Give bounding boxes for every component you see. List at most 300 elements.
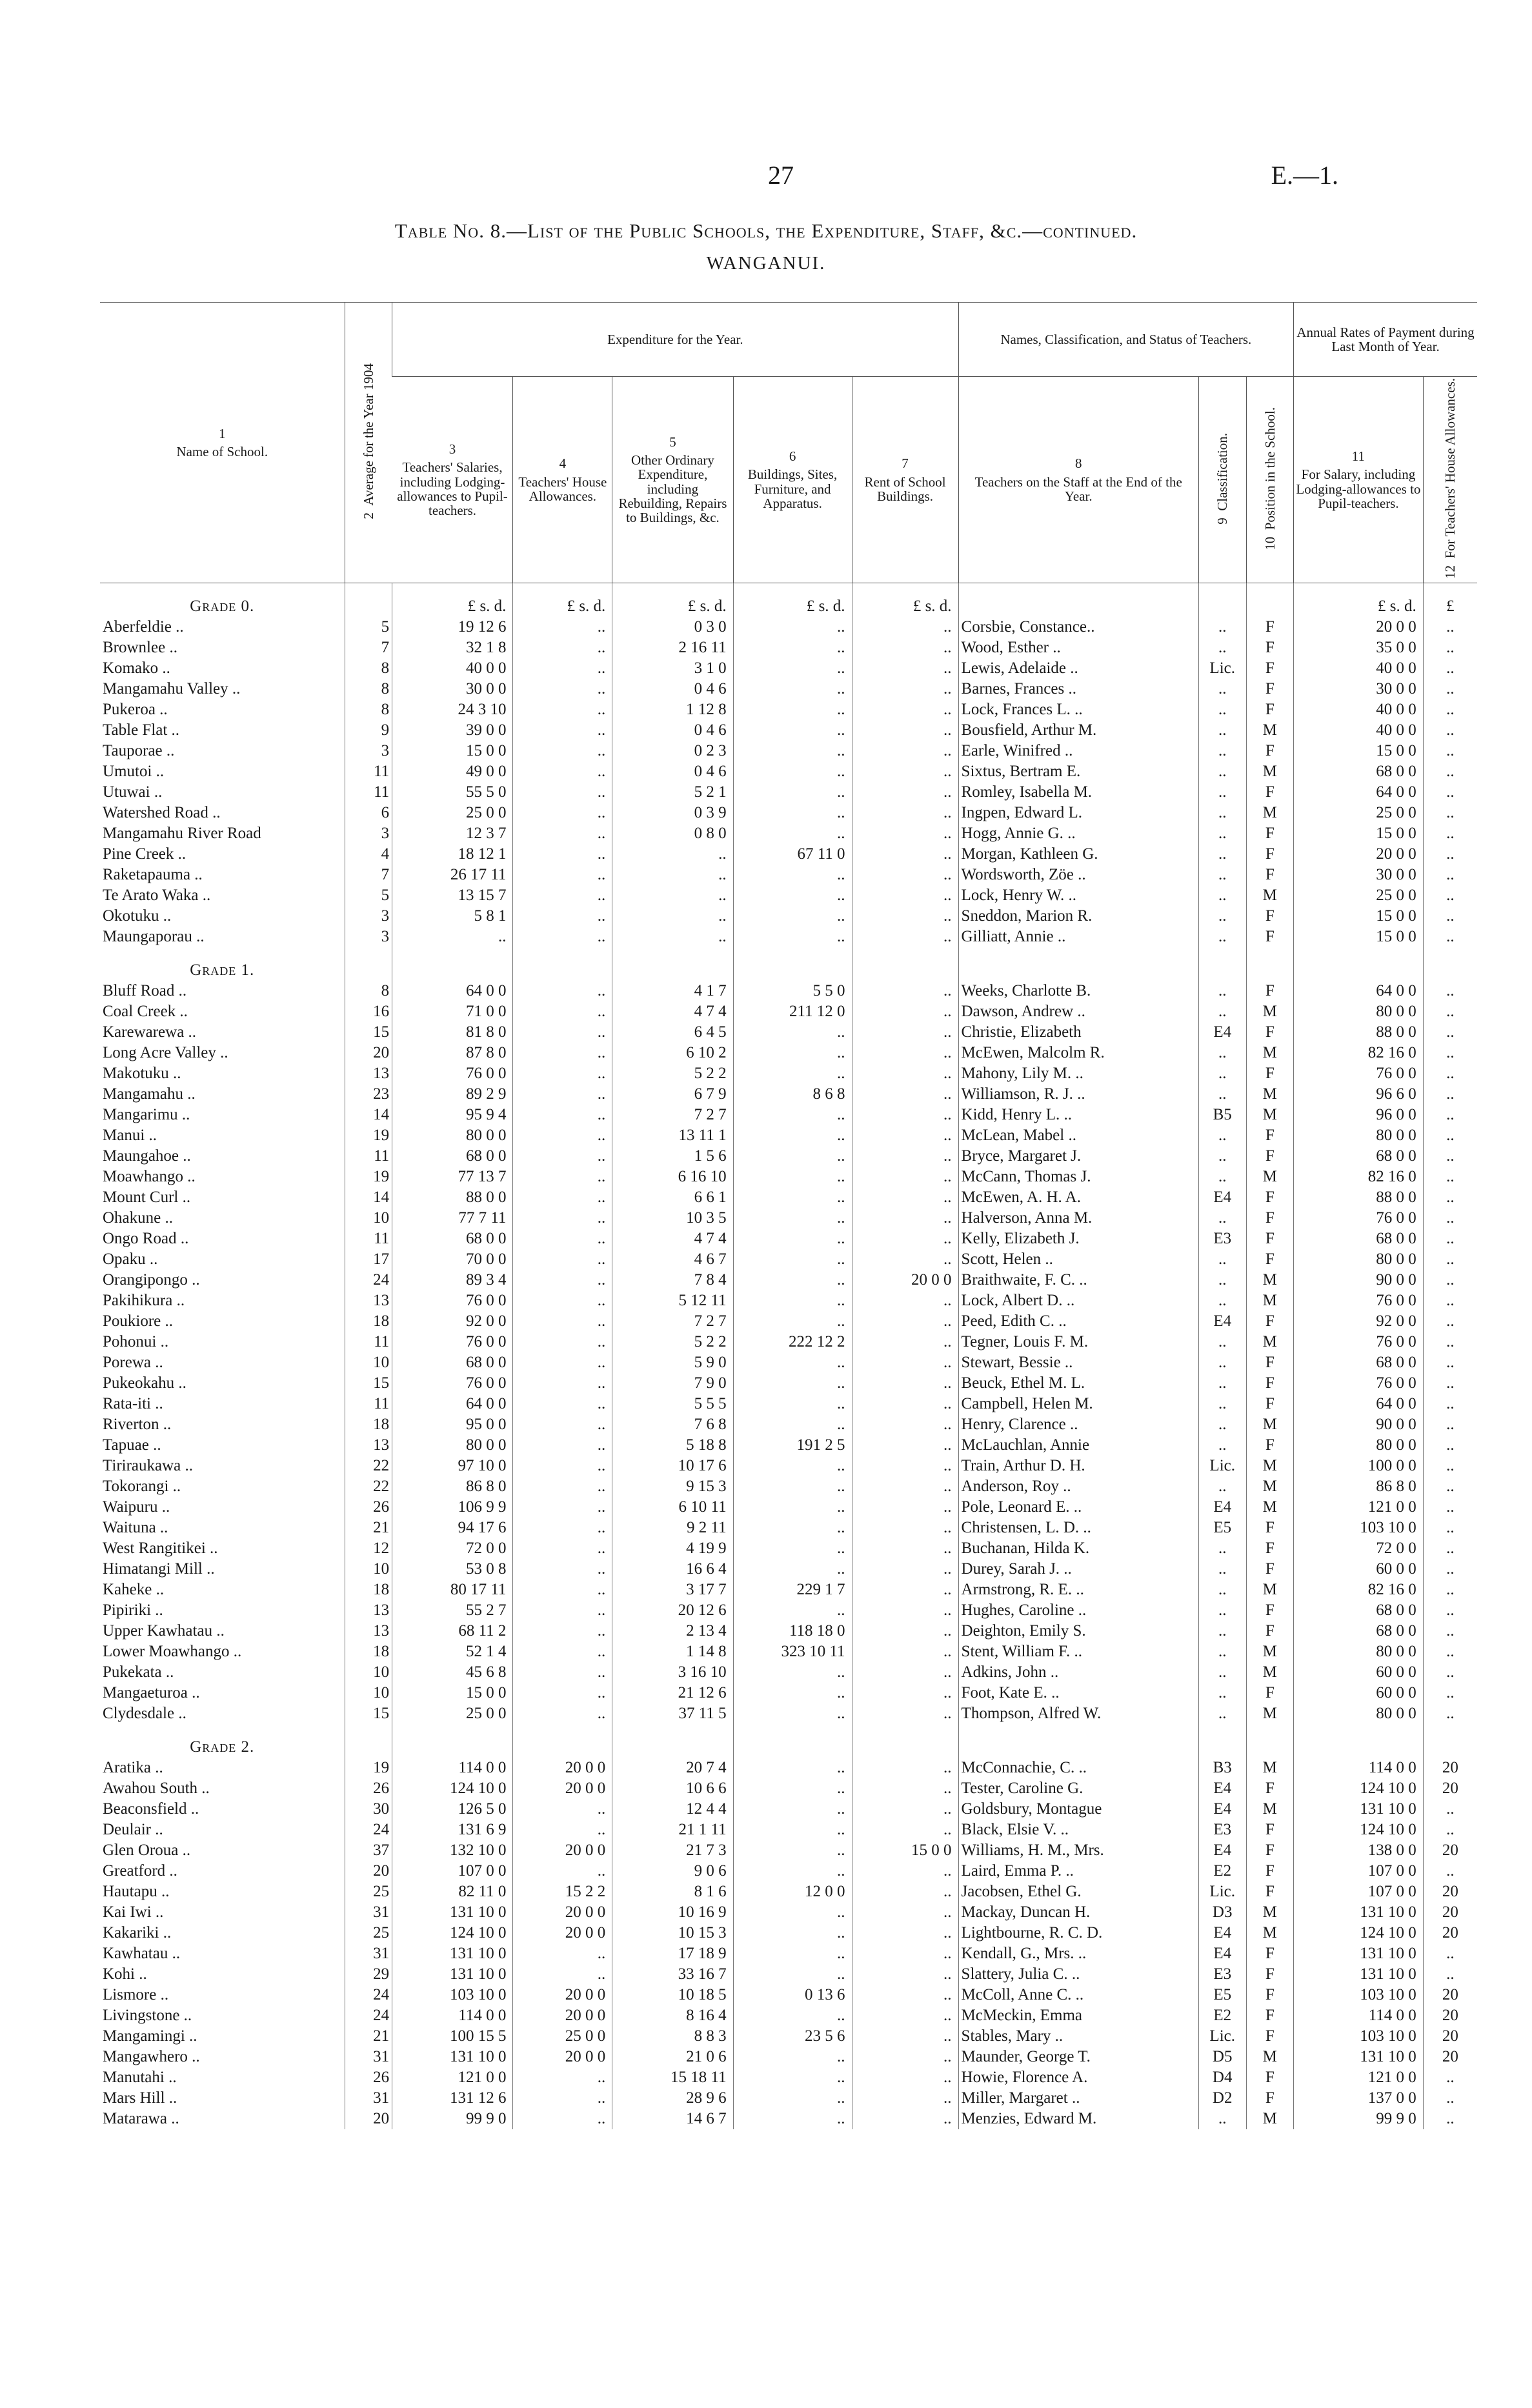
buildings-expenditure: .. xyxy=(733,823,852,844)
teacher-name: Sneddon, Marion R. xyxy=(958,906,1198,927)
house-allowances: 20 0 0 xyxy=(513,1902,612,1923)
other-expenditure: 0 3 9 xyxy=(612,803,733,823)
school-name: Awahou South .. xyxy=(103,1780,210,1798)
salary-rate: 121 0 0 xyxy=(1294,1497,1424,1518)
school-name: Tokorangi .. xyxy=(103,1478,181,1496)
classification: .. xyxy=(1198,1167,1246,1187)
school-name: Bluff Road .. xyxy=(103,982,187,1000)
house-allowance-rate: .. xyxy=(1423,927,1477,947)
position: F xyxy=(1246,927,1294,947)
teacher-name: Stent, William F. .. xyxy=(958,1641,1198,1662)
rent: .. xyxy=(852,1187,958,1208)
average-attendance: 7 xyxy=(345,865,392,885)
grade-heading-row xyxy=(100,947,1477,981)
buildings-expenditure: .. xyxy=(733,1290,852,1311)
house-allowance-rate: .. xyxy=(1423,1861,1477,1881)
buildings-expenditure: .. xyxy=(733,2005,852,2026)
house-allowance-rate: .. xyxy=(1423,1621,1477,1641)
school-name: Mangamingi .. xyxy=(103,2027,197,2045)
school-name: Pipiriki .. xyxy=(103,1601,163,1620)
buildings-expenditure: .. xyxy=(733,1840,852,1861)
unit-label: £ s. d. xyxy=(392,583,513,617)
classification: B3 xyxy=(1198,1758,1246,1778)
unit-label: £ s. d. xyxy=(1294,583,1424,617)
classification: .. xyxy=(1198,1476,1246,1497)
table-row xyxy=(100,1943,1477,1964)
table-row xyxy=(100,1641,1477,1662)
other-expenditure: 3 1 0 xyxy=(612,658,733,679)
average-attendance: 3 xyxy=(345,927,392,947)
school-name: Utuwai .. xyxy=(103,783,163,801)
salary-rate: 30 0 0 xyxy=(1294,679,1424,699)
table-row xyxy=(100,761,1477,782)
teacher-name: Tester, Caroline G. xyxy=(958,1778,1198,1799)
house-allowance-rate: .. xyxy=(1423,1105,1477,1125)
school-name: Mangamahu .. xyxy=(103,1085,196,1103)
col-number: 1 xyxy=(219,425,226,441)
salary-rate: 82 16 0 xyxy=(1294,1043,1424,1063)
buildings-expenditure: .. xyxy=(733,1758,852,1778)
buildings-expenditure: 323 10 11 xyxy=(733,1641,852,1662)
table-row xyxy=(100,1146,1477,1167)
teacher-name: Lightbourne, R. C. D. xyxy=(958,1923,1198,1943)
house-allowances: .. xyxy=(513,1641,612,1662)
rent: .. xyxy=(852,1820,958,1840)
teachers-salaries: 121 0 0 xyxy=(392,2067,513,2088)
average-attendance: 20 xyxy=(345,2109,392,2129)
position: M xyxy=(1246,1270,1294,1290)
other-expenditure: .. xyxy=(612,865,733,885)
col-rent-header xyxy=(852,377,958,583)
table-row xyxy=(100,1840,1477,1861)
buildings-expenditure: .. xyxy=(733,617,852,637)
position: M xyxy=(1246,1902,1294,1923)
average-attendance: 8 xyxy=(345,699,392,720)
house-allowances: .. xyxy=(513,1187,612,1208)
teachers-salaries: 5 8 1 xyxy=(392,906,513,927)
house-allowances: .. xyxy=(513,1167,612,1187)
position: F xyxy=(1246,637,1294,658)
classification: E4 xyxy=(1198,1943,1246,1964)
salary-rate: 107 0 0 xyxy=(1294,1881,1424,1902)
classification: .. xyxy=(1198,885,1246,906)
house-allowance-rate: .. xyxy=(1423,1641,1477,1662)
other-expenditure: 2 16 11 xyxy=(612,637,733,658)
rent: .. xyxy=(852,1290,958,1311)
average-attendance: 19 xyxy=(345,1125,392,1146)
classification: .. xyxy=(1198,1621,1246,1641)
table-row xyxy=(100,1902,1477,1923)
teacher-name: Black, Elsie V. .. xyxy=(958,1820,1198,1840)
teachers-salaries: 15 0 0 xyxy=(392,1683,513,1703)
house-allowances: .. xyxy=(513,1799,612,1820)
other-expenditure: 7 8 4 xyxy=(612,1270,733,1290)
average-attendance: 5 xyxy=(345,617,392,637)
buildings-expenditure: .. xyxy=(733,1703,852,1724)
house-allowance-rate: .. xyxy=(1423,1270,1477,1290)
teacher-name: Dawson, Andrew .. xyxy=(958,1001,1198,1022)
average-attendance: 15 xyxy=(345,1703,392,1724)
col-number: 11 xyxy=(1351,448,1366,465)
average-attendance: 10 xyxy=(345,1683,392,1703)
buildings-expenditure: .. xyxy=(733,1799,852,1820)
average-attendance: 24 xyxy=(345,1985,392,2005)
rent: .. xyxy=(852,617,958,637)
teacher-name: Gilliatt, Annie .. xyxy=(958,927,1198,947)
house-allowances: 20 0 0 xyxy=(513,1778,612,1799)
buildings-expenditure: 191 2 5 xyxy=(733,1435,852,1456)
salary-rate: 76 0 0 xyxy=(1294,1208,1424,1229)
position: M xyxy=(1246,1084,1294,1105)
table-row xyxy=(100,1414,1477,1435)
col-label: Teachers' Salaries, including Lodging-allowances to Pupil-teachers. xyxy=(397,459,508,518)
buildings-expenditure: .. xyxy=(733,1964,852,1985)
table-row xyxy=(100,1022,1477,1043)
school-name: Coal Creek .. xyxy=(103,1003,188,1021)
salary-rate: 76 0 0 xyxy=(1294,1373,1424,1394)
salary-rate: 82 16 0 xyxy=(1294,1167,1424,1187)
school-name: Umutoi .. xyxy=(103,763,165,781)
rent: .. xyxy=(852,699,958,720)
teacher-name: Weeks, Charlotte B. xyxy=(958,981,1198,1001)
table-row xyxy=(100,1435,1477,1456)
buildings-expenditure: .. xyxy=(733,1456,852,1476)
other-expenditure: 5 2 2 xyxy=(612,1332,733,1352)
classification: E2 xyxy=(1198,1861,1246,1881)
house-allowances: .. xyxy=(513,1820,612,1840)
rent: .. xyxy=(852,1022,958,1043)
teachers-salaries: 97 10 0 xyxy=(392,1456,513,1476)
teachers-salaries: 39 0 0 xyxy=(392,720,513,741)
other-expenditure: 7 9 0 xyxy=(612,1373,733,1394)
teachers-salaries: 68 0 0 xyxy=(392,1146,513,1167)
classification: .. xyxy=(1198,1435,1246,1456)
house-allowance-rate: .. xyxy=(1423,1683,1477,1703)
buildings-expenditure: .. xyxy=(733,1600,852,1621)
house-allowances: .. xyxy=(513,1373,612,1394)
house-allowance-rate: .. xyxy=(1423,1332,1477,1352)
position: M xyxy=(1246,885,1294,906)
salary-rate: 90 0 0 xyxy=(1294,1414,1424,1435)
classification: .. xyxy=(1198,1414,1246,1435)
salary-rate: 80 0 0 xyxy=(1294,1435,1424,1456)
col-number: 7 xyxy=(902,456,909,472)
teacher-name: Scott, Helen .. xyxy=(958,1249,1198,1270)
teachers-salaries: 132 10 0 xyxy=(392,1840,513,1861)
buildings-expenditure: .. xyxy=(733,1683,852,1703)
grade-heading-row xyxy=(100,1724,1477,1758)
house-allowances: .. xyxy=(513,2109,612,2129)
house-allowances: 15 2 2 xyxy=(513,1881,612,1902)
position: F xyxy=(1246,1311,1294,1332)
col-average-header xyxy=(345,303,392,583)
teacher-name: McMeckin, Emma xyxy=(958,2005,1198,2026)
teachers-salaries: 70 0 0 xyxy=(392,1249,513,1270)
salary-rate: 131 10 0 xyxy=(1294,2047,1424,2067)
table-row xyxy=(100,1758,1477,1778)
rent: .. xyxy=(852,720,958,741)
house-allowance-rate: 20 xyxy=(1423,1881,1477,1902)
spacer-cell xyxy=(1198,1724,1246,1758)
house-allowance-rate: .. xyxy=(1423,1600,1477,1621)
unit-label xyxy=(1423,1724,1477,1758)
rent: .. xyxy=(852,1902,958,1923)
classification: .. xyxy=(1198,981,1246,1001)
other-expenditure: 9 0 6 xyxy=(612,1861,733,1881)
school-name: Livingstone .. xyxy=(103,2007,192,2025)
house-allowances: .. xyxy=(513,1559,612,1580)
house-allowances: .. xyxy=(513,2067,612,2088)
table-row xyxy=(100,1518,1477,1538)
house-allowance-rate: .. xyxy=(1423,699,1477,720)
buildings-expenditure: .. xyxy=(733,1497,852,1518)
classification: .. xyxy=(1198,1249,1246,1270)
house-allowances: .. xyxy=(513,1861,612,1881)
position: F xyxy=(1246,823,1294,844)
rent: 20 0 0 xyxy=(852,1270,958,1290)
other-expenditure: 5 2 1 xyxy=(612,782,733,803)
rent: .. xyxy=(852,1414,958,1435)
other-expenditure: 20 12 6 xyxy=(612,1600,733,1621)
schools-table xyxy=(100,302,1477,2129)
average-attendance: 11 xyxy=(345,1146,392,1167)
school-name: Porewa .. xyxy=(103,1354,163,1372)
buildings-expenditure: .. xyxy=(733,720,852,741)
buildings-expenditure: 211 12 0 xyxy=(733,1001,852,1022)
position: F xyxy=(1246,699,1294,720)
teachers-salaries: 64 0 0 xyxy=(392,1394,513,1414)
average-attendance: 5 xyxy=(345,885,392,906)
position: M xyxy=(1246,1641,1294,1662)
house-allowances: 20 0 0 xyxy=(513,2047,612,2067)
unit-label xyxy=(612,947,733,981)
spacer-cell xyxy=(958,1724,1198,1758)
spacer-cell xyxy=(958,583,1198,617)
teachers-salaries: 126 5 0 xyxy=(392,1799,513,1820)
buildings-expenditure: .. xyxy=(733,699,852,720)
other-expenditure: 7 2 7 xyxy=(612,1105,733,1125)
teachers-salaries: 106 9 9 xyxy=(392,1497,513,1518)
table-row xyxy=(100,2088,1477,2109)
classification: E4 xyxy=(1198,1778,1246,1799)
average-attendance: 26 xyxy=(345,1778,392,1799)
table-row xyxy=(100,1208,1477,1229)
col-house-allowances-header xyxy=(513,377,612,583)
house-allowance-rate: 20 xyxy=(1423,2005,1477,2026)
other-expenditure: 0 4 6 xyxy=(612,720,733,741)
house-allowances: .. xyxy=(513,1352,612,1373)
rent: .. xyxy=(852,865,958,885)
teachers-salaries: 100 15 5 xyxy=(392,2026,513,2047)
teacher-name: Foot, Kate E. .. xyxy=(958,1683,1198,1703)
teacher-name: Buchanan, Hilda K. xyxy=(958,1538,1198,1559)
average-attendance: 6 xyxy=(345,803,392,823)
position: F xyxy=(1246,679,1294,699)
school-name: Ohakune .. xyxy=(103,1209,173,1227)
school-name: Tauporae .. xyxy=(103,742,175,760)
teachers-salaries: 95 9 4 xyxy=(392,1105,513,1125)
unit-label xyxy=(1294,947,1424,981)
rent: .. xyxy=(852,1352,958,1373)
table-row xyxy=(100,1187,1477,1208)
position: F xyxy=(1246,1187,1294,1208)
table-row xyxy=(100,617,1477,637)
position: F xyxy=(1246,1249,1294,1270)
teachers-salaries: 30 0 0 xyxy=(392,679,513,699)
position: F xyxy=(1246,1985,1294,2005)
other-expenditure: 4 7 4 xyxy=(612,1001,733,1022)
house-allowance-rate: .. xyxy=(1423,1208,1477,1229)
col-salaries-header xyxy=(392,377,513,583)
rent: .. xyxy=(852,1125,958,1146)
buildings-expenditure: .. xyxy=(733,1538,852,1559)
house-allowance-rate: .. xyxy=(1423,981,1477,1001)
average-attendance: 15 xyxy=(345,1022,392,1043)
buildings-expenditure: .. xyxy=(733,658,852,679)
buildings-expenditure: .. xyxy=(733,1063,852,1084)
salary-rate: 96 0 0 xyxy=(1294,1105,1424,1125)
teachers-salaries: 68 0 0 xyxy=(392,1229,513,1249)
school-name: Pukeokahu .. xyxy=(103,1374,186,1392)
school-name: Rata-iti .. xyxy=(103,1395,163,1413)
house-allowance-rate: .. xyxy=(1423,865,1477,885)
teacher-name: Stables, Mary .. xyxy=(958,2026,1198,2047)
teacher-name: Slattery, Julia C. .. xyxy=(958,1964,1198,1985)
other-expenditure: 10 6 6 xyxy=(612,1778,733,1799)
teacher-name: Adkins, John .. xyxy=(958,1662,1198,1683)
staff-group-header: Names, Classification, and Status of Teachers. xyxy=(958,303,1294,377)
other-expenditure: 13 11 1 xyxy=(612,1125,733,1146)
school-name: Tiriraukawa .. xyxy=(103,1457,194,1475)
position: M xyxy=(1246,1758,1294,1778)
table-row xyxy=(100,2005,1477,2026)
average-attendance: 11 xyxy=(345,782,392,803)
house-allowances: .. xyxy=(513,1125,612,1146)
col-salary-rate-header xyxy=(1294,377,1424,583)
salary-rate: 68 0 0 xyxy=(1294,761,1424,782)
grade-label: Grade 2. xyxy=(190,1738,255,1756)
average-attendance: 8 xyxy=(345,658,392,679)
position: F xyxy=(1246,658,1294,679)
col-label: Teachers on the Staff at the End of the Year. xyxy=(974,474,1182,504)
house-allowances: .. xyxy=(513,2088,612,2109)
teacher-name: Tegner, Louis F. M. xyxy=(958,1332,1198,1352)
position: F xyxy=(1246,1352,1294,1373)
buildings-expenditure: .. xyxy=(733,1167,852,1187)
table-row xyxy=(100,1778,1477,1799)
unit-label xyxy=(392,947,513,981)
other-expenditure: 4 1 7 xyxy=(612,981,733,1001)
house-allowances: .. xyxy=(513,1435,612,1456)
teacher-name: Corsbie, Constance.. xyxy=(958,617,1198,637)
house-allowances: .. xyxy=(513,1538,612,1559)
classification: D2 xyxy=(1198,2088,1246,2109)
teacher-name: Howie, Florence A. xyxy=(958,2067,1198,2088)
classification: .. xyxy=(1198,1580,1246,1600)
house-allowance-rate: 20 xyxy=(1423,1902,1477,1923)
other-expenditure: .. xyxy=(612,844,733,865)
teacher-name: Hogg, Annie G. .. xyxy=(958,823,1198,844)
house-allowances: .. xyxy=(513,720,612,741)
table-row xyxy=(100,906,1477,927)
teachers-salaries: 89 2 9 xyxy=(392,1084,513,1105)
classification: .. xyxy=(1198,1146,1246,1167)
teacher-name: Laird, Emma P. .. xyxy=(958,1861,1198,1881)
house-allowances: .. xyxy=(513,1146,612,1167)
average-attendance: 25 xyxy=(345,1881,392,1902)
position: F xyxy=(1246,741,1294,761)
average-attendance: 11 xyxy=(345,761,392,782)
buildings-expenditure: .. xyxy=(733,1373,852,1394)
teachers-salaries: 131 10 0 xyxy=(392,2047,513,2067)
table-row xyxy=(100,1352,1477,1373)
buildings-expenditure: .. xyxy=(733,1352,852,1373)
teacher-name: Kendall, G., Mrs. .. xyxy=(958,1943,1198,1964)
salary-rate: 68 0 0 xyxy=(1294,1146,1424,1167)
teachers-salaries: 107 0 0 xyxy=(392,1861,513,1881)
other-expenditure: 28 9 6 xyxy=(612,2088,733,2109)
unit-label xyxy=(1423,947,1477,981)
classification: D3 xyxy=(1198,1902,1246,1923)
col-label: Rent of School Buildings. xyxy=(864,474,946,504)
other-expenditure: 6 16 10 xyxy=(612,1167,733,1187)
position: M xyxy=(1246,1923,1294,1943)
buildings-expenditure: 12 0 0 xyxy=(733,1881,852,1902)
teachers-salaries: 64 0 0 xyxy=(392,981,513,1001)
average-attendance: 9 xyxy=(345,720,392,741)
house-allowances: .. xyxy=(513,761,612,782)
classification: .. xyxy=(1198,803,1246,823)
salary-rate: 90 0 0 xyxy=(1294,1270,1424,1290)
table-row xyxy=(100,927,1477,947)
unit-label xyxy=(852,947,958,981)
average-attendance: 18 xyxy=(345,1414,392,1435)
teachers-salaries: 72 0 0 xyxy=(392,1538,513,1559)
house-allowance-rate: .. xyxy=(1423,1518,1477,1538)
rent: .. xyxy=(852,1435,958,1456)
teachers-salaries: 81 8 0 xyxy=(392,1022,513,1043)
other-expenditure: 3 17 7 xyxy=(612,1580,733,1600)
salary-rate: 124 10 0 xyxy=(1294,1820,1424,1840)
house-allowance-rate: .. xyxy=(1423,1167,1477,1187)
school-name: Kai Iwi .. xyxy=(103,1903,164,1921)
average-attendance: 29 xyxy=(345,1964,392,1985)
house-allowance-rate: .. xyxy=(1423,906,1477,927)
average-attendance: 11 xyxy=(345,1229,392,1249)
teacher-name: Williams, H. M., Mrs. xyxy=(958,1840,1198,1861)
teachers-salaries: 76 0 0 xyxy=(392,1290,513,1311)
buildings-expenditure: .. xyxy=(733,1125,852,1146)
school-name: Beaconsfield .. xyxy=(103,1800,199,1818)
buildings-expenditure: .. xyxy=(733,927,852,947)
house-allowances: .. xyxy=(513,1683,612,1703)
rent: .. xyxy=(852,2088,958,2109)
teachers-salaries: 131 10 0 xyxy=(392,1943,513,1964)
school-name: Kaheke .. xyxy=(103,1581,165,1599)
spacer-cell xyxy=(345,947,392,981)
school-name: Upper Kawhatau .. xyxy=(103,1622,225,1640)
classification: E3 xyxy=(1198,1229,1246,1249)
table-row xyxy=(100,803,1477,823)
classification: D4 xyxy=(1198,2067,1246,2088)
buildings-expenditure: .. xyxy=(733,782,852,803)
position: F xyxy=(1246,1778,1294,1799)
rent: .. xyxy=(852,1373,958,1394)
position: M xyxy=(1246,1414,1294,1435)
teacher-name: Peed, Edith C. .. xyxy=(958,1311,1198,1332)
teacher-name: Earle, Winifred .. xyxy=(958,741,1198,761)
house-allowances: .. xyxy=(513,823,612,844)
